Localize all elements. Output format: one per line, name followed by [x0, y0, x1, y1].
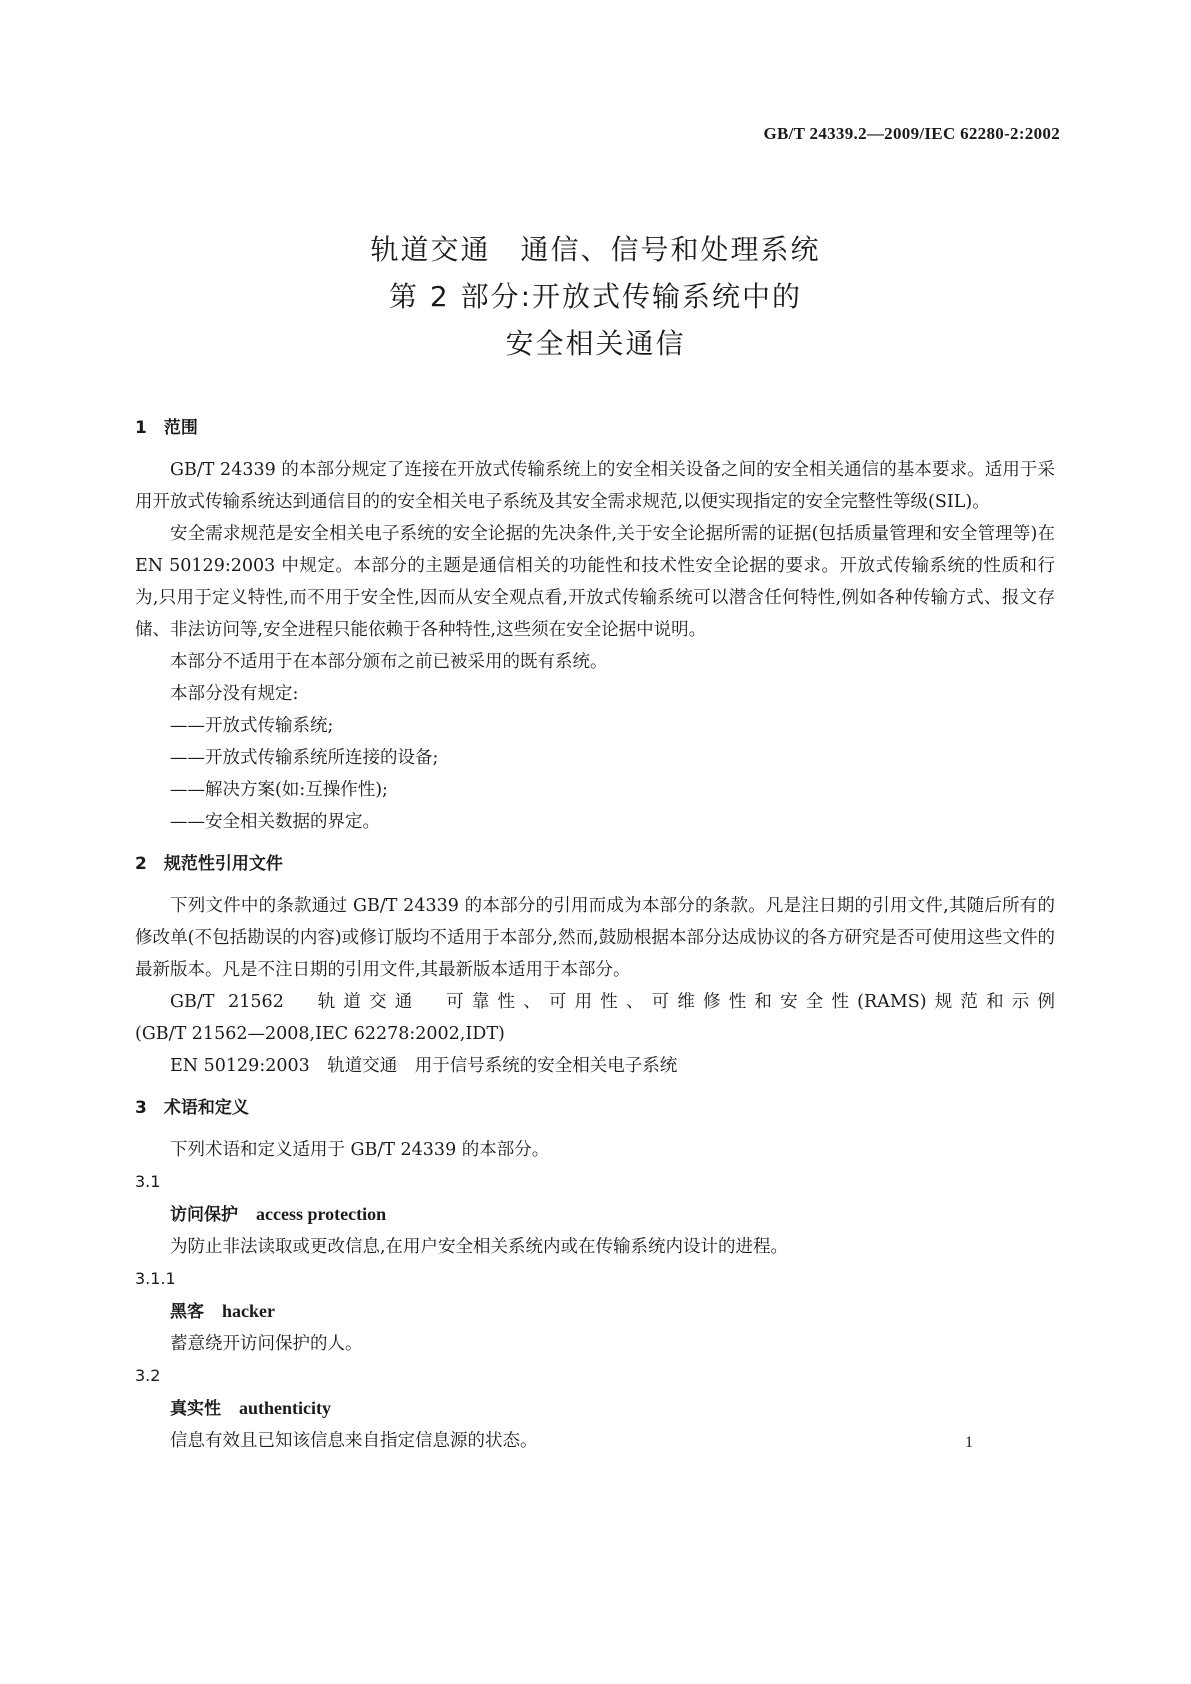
list-item: ——开放式传输系统;	[170, 716, 334, 736]
list-item: ——安全相关数据的界定。	[170, 812, 380, 832]
section-3-intro: 下列术语和定义适用于 GB/T 24339 的本部分。	[170, 1140, 550, 1160]
title-line-1: 轨道交通 通信、信号和处理系统	[370, 233, 821, 266]
document-title	[0, 226, 1191, 367]
standard-code: GB/T 24339.2—2009/IEC 62280-2:2002	[763, 124, 1060, 143]
section-1-paragraph-4: 本部分没有规定:	[170, 684, 299, 704]
title-line-2: 第 2 部分:开放式传输系统中的	[388, 280, 803, 313]
reference-gbt-21562-detail: (GB/T 21562—2008,IEC 62278:2002,IDT)	[135, 1024, 505, 1044]
term-chinese: 访问保护	[170, 1205, 238, 1225]
section-1-paragraph-2: 安全需求规范是安全相关电子系统的安全论据的先决条件,关于安全论据所需的证据(包括质量管理和安全管理等)在 EN 50129:2003 中规定。本部分的主题是通信相关的功能性和技术性安全论据的要求。开放式传输系统的性质和行为,只用于定义特性,而不用于安全性,因而从安全观点看,开放式传输系统可以潜含任何特性,例如各种传输方式、报文存储、非法访问等,安全进程只能依赖于各种特性,这些须在安全论据中说明。	[135, 524, 1055, 640]
section-2-heading: 2 规范性引用文件	[135, 854, 283, 874]
term-definition: 为防止非法读取或更改信息,在用户安全相关系统内或在传输系统内设计的进程。	[170, 1237, 789, 1257]
section-3-heading: 3 术语和定义	[135, 1098, 249, 1118]
term-english: hacker	[222, 1301, 275, 1321]
term-entry	[135, 1392, 1055, 1425]
list-item: ——解决方案(如:互操作性);	[170, 780, 388, 800]
term-number: 3.2	[135, 1366, 161, 1385]
document-body	[135, 412, 1055, 1457]
reference-en-50129: EN 50129:2003 轨道交通 用于信号系统的安全相关电子系统	[170, 1056, 678, 1076]
section-2-paragraph-1: 下列文件中的条款通过 GB/T 24339 的本部分的引用而成为本部分的条款。凡是注日期的引用文件,其随后所有的修改单(不包括勘误的内容)或修订版均不适用于本部分,然而,鼓励根据本部分达成协议的各方研究是否可使用这些文件的最新版本。凡是不注日期的引用文件,其最新版本适用于本部分。	[135, 896, 1055, 980]
term-entry	[135, 1295, 1055, 1328]
section-1-paragraph-1: GB/T 24339 的本部分规定了连接在开放式传输系统上的安全相关设备之间的安全相关通信的基本要求。适用于采用开放式传输系统达到通信目的的安全相关电子系统及其安全需求规范,以便实现指定的安全完整性等级(SIL)。	[135, 460, 1055, 512]
section-1-heading: 1 范围	[135, 418, 198, 438]
term-definition: 信息有效且已知该信息来自指定信息源的状态。	[170, 1431, 538, 1451]
term-english: authenticity	[239, 1398, 331, 1418]
term-entry	[135, 1198, 1055, 1231]
page-number: 1	[965, 1434, 973, 1451]
title-line-3: 安全相关通信	[505, 327, 686, 360]
term-number: 3.1	[135, 1172, 161, 1191]
term-definition: 蓄意绕开访问保护的人。	[170, 1334, 363, 1354]
section-1-paragraph-3: 本部分不适用于在本部分颁布之前已被采用的既有系统。	[170, 652, 608, 672]
reference-gbt-21562: GB/T 21562 轨道交通 可靠性、可用性、可维修性和安全性(RAMS)规范和示例	[170, 992, 1055, 1012]
list-item: ——开放式传输系统所连接的设备;	[170, 748, 439, 768]
term-number: 3.1.1	[135, 1269, 176, 1288]
term-chinese: 黑客	[170, 1302, 204, 1322]
term-english: access protection	[256, 1204, 387, 1224]
term-chinese: 真实性	[170, 1399, 221, 1419]
